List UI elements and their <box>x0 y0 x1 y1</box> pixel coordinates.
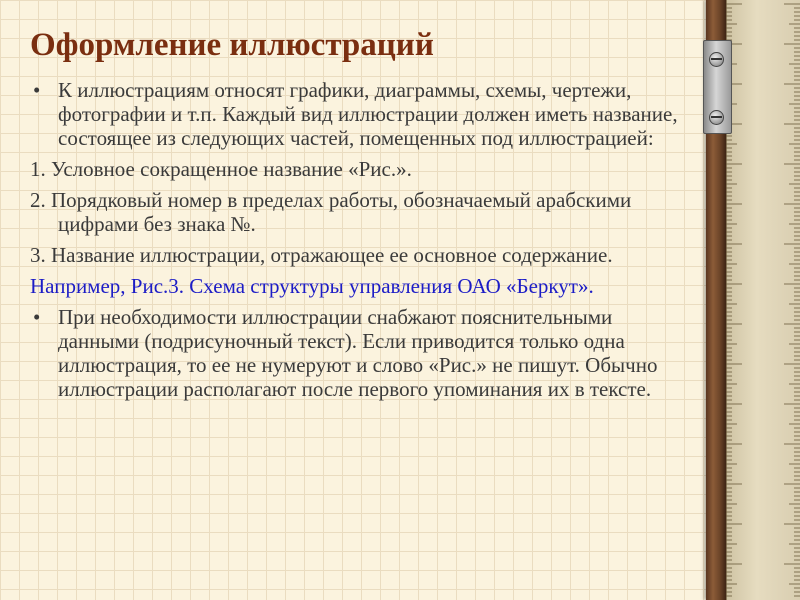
bullet-icon: • <box>33 304 41 329</box>
screw-icon <box>709 52 724 67</box>
slide-content <box>30 26 695 408</box>
bullet-icon: • <box>33 77 41 102</box>
bullet-paragraph-intro <box>30 78 695 150</box>
paragraph-text: При необходимости иллюстрации снабжают пояснительными данными (подрисуночный текст). Если приводится только одна иллюстрация, то ее не нумеруют и слово «Рис.» не пишут. Обычно иллюстрации располагают после первого упоминания их в тексте. <box>58 304 658 401</box>
paragraph-text: К иллюстрациям относят графики, диаграммы, схемы, чертежи, фотографии и т.п. Каждый вид иллюстрации должен иметь название, состоящее из следующих частей, помещенных под иллюстрацией: <box>58 77 678 150</box>
numbered-item-2: 2. Порядковый номер в пределах работы, обозначаемый арабскими цифрами без знака №. <box>30 187 632 236</box>
slide-title: Оформление иллюстраций <box>30 27 434 63</box>
example-caption: Например, Рис.3. Схема структуры управления ОАО «Беркут». <box>30 273 594 298</box>
ruler-ticks-icon <box>726 0 800 600</box>
screw-icon <box>709 110 724 125</box>
bullet-paragraph-notes <box>30 305 695 401</box>
numbered-item-3: 3. Название иллюстрации, отражающее ее основное содержание. <box>30 242 613 267</box>
numbered-item-1: 1. Условное сокращенное название «Рис.». <box>30 156 412 181</box>
